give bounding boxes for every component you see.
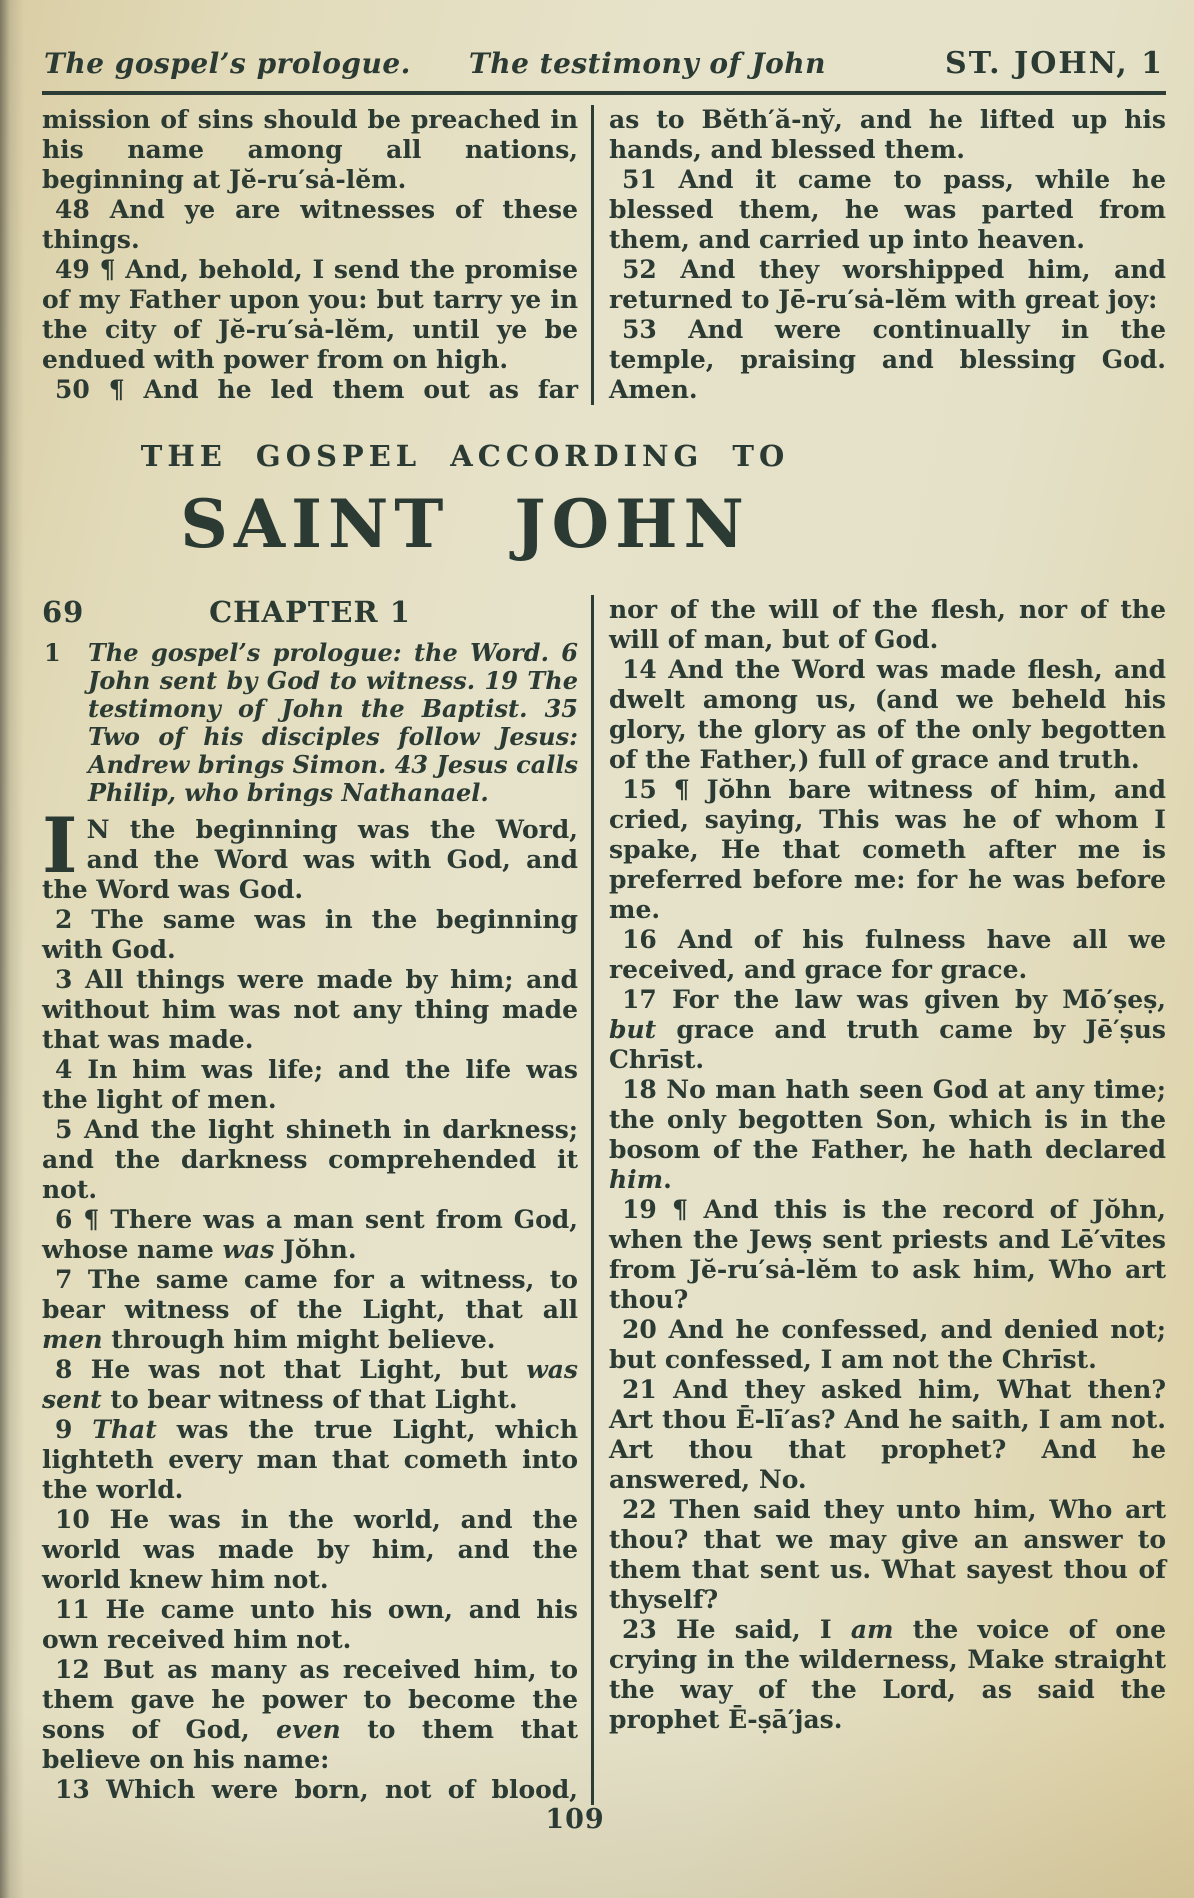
running-head bbox=[44, 46, 1164, 81]
verse-text-run: men bbox=[42, 1325, 103, 1354]
luke-left-column bbox=[42, 105, 578, 405]
verse-paragraph bbox=[42, 1055, 578, 1115]
verse-text-run: was the true Light, which lighteth every man that cometh into the world. bbox=[42, 1415, 578, 1504]
verse-text-run: him bbox=[609, 1165, 664, 1194]
verse-paragraph bbox=[609, 595, 1166, 655]
chapter-heading: CHAPTER 1 bbox=[209, 595, 411, 629]
verse-text-run: 18 No man hath seen God at any time; the only begotten Son, which is in the bosom of the Father, he hath declared bbox=[609, 1075, 1166, 1164]
verse-text-run: 13 Which were born, not of blood, bbox=[55, 1775, 578, 1804]
verse-text-run: 22 Then said they unto him, Who art thou? that we may give an answer to them that sent us. What sayest thou of thyself? bbox=[609, 1495, 1166, 1614]
verse-text-run: 50 ¶ And he led them out as far bbox=[55, 375, 578, 404]
john-right-column bbox=[609, 595, 1166, 1805]
verse-text-run: . bbox=[663, 1165, 672, 1194]
verse-text-run: 19 ¶ And this is the record of Jŏhn, when the Jewṣ sent priests and Lē′vītes from Jĕ-ru′sȧ-lĕm to ask him, Who art thou? bbox=[609, 1195, 1166, 1314]
verse-paragraph bbox=[42, 255, 578, 375]
verse-text-run: 23 He said, I bbox=[622, 1615, 851, 1644]
book-binding-shadow bbox=[0, 0, 18, 1898]
verse-text-run: Jŏhn. bbox=[274, 1235, 357, 1264]
verse-paragraph bbox=[609, 1615, 1166, 1735]
book-number: 69 bbox=[42, 595, 85, 629]
verse-paragraph bbox=[609, 255, 1166, 315]
verse-text-run: N the beginning was the Word, and the Word was with God, and the Word was God. bbox=[42, 815, 578, 904]
verse-text-run: but bbox=[609, 1015, 657, 1044]
verse-paragraph bbox=[42, 1355, 578, 1415]
verse-text-run: 2 The same was in the beginning with God. bbox=[42, 905, 578, 964]
verse-paragraph bbox=[42, 105, 578, 195]
verse-text-run: grace and truth came by Jē′ṣus Chrīst. bbox=[609, 1015, 1166, 1074]
header-rule bbox=[42, 91, 1166, 95]
verse-paragraph bbox=[42, 1115, 578, 1205]
verse-paragraph bbox=[609, 165, 1166, 255]
verse-text-run: 14 And the Word was made flesh, and dwelt among us, (and we beheld his glory, the glory as of the only begotten of the Father,) full of grace and truth. bbox=[609, 655, 1166, 774]
verse-text-run: 52 And they worshipped him, and returned to Jē-ru′sȧ-lĕm with great joy: bbox=[609, 255, 1166, 314]
john-chapter1-section bbox=[42, 595, 1166, 1805]
running-head-center: The testimony of John bbox=[468, 47, 827, 80]
verse-text-run: 48 And ye are witnesses of these things. bbox=[42, 195, 578, 254]
verse-text-run: 7 The same came for a witness, to bear witness of the Light, that all bbox=[42, 1265, 578, 1324]
verse-text-run: was bbox=[222, 1235, 275, 1264]
verse-text-run: 10 He was in the world, and the world was made by him, and the world knew him not. bbox=[42, 1505, 578, 1594]
verse-paragraph bbox=[609, 105, 1166, 165]
verse-paragraph bbox=[609, 315, 1166, 405]
verse-paragraph bbox=[609, 1375, 1166, 1495]
verse-text-run: 20 And he confessed, and denied not; but confessed, I am not the Chrīst. bbox=[609, 1315, 1166, 1374]
verse-text-run: am bbox=[850, 1615, 894, 1644]
verse-text-run: 21 And they asked him, What then? Art thou Ē-lī′as? And he saith, I am not. Art thou that prophet? And he answered, No. bbox=[609, 1375, 1166, 1494]
chapter-summary-number: 1 bbox=[44, 638, 61, 667]
verse-text-run: even bbox=[276, 1715, 341, 1744]
verse-paragraph bbox=[609, 1075, 1166, 1195]
verse-text-run: to bear witness of that Light. bbox=[101, 1385, 518, 1414]
verse-paragraph bbox=[42, 195, 578, 255]
chapter-summary bbox=[42, 639, 578, 807]
verse-text-run: through him might believe. bbox=[102, 1325, 496, 1354]
verse-text-run: 11 He came unto his own, and his own received him not. bbox=[42, 1595, 578, 1654]
page-number: 109 bbox=[545, 1804, 605, 1835]
chapter-summary-text: The gospel’s prologue: the Word. 6 John sent by God to witness. 19 The testimony of John the Baptist. 35 Two of his disciples follow Jesus: Andrew brings Simon. 43 Jesus calls Philip, who brings Nathanael. bbox=[88, 638, 578, 807]
verse-paragraph bbox=[609, 985, 1166, 1075]
book-title-block bbox=[0, 439, 930, 563]
verse-paragraph bbox=[609, 925, 1166, 985]
verse-text-run: 8 He was not that Light, but bbox=[55, 1355, 527, 1384]
book-title-kicker: THE GOSPEL ACCORDING TO bbox=[140, 439, 790, 473]
verse-paragraph bbox=[42, 801, 578, 905]
verse-text-run: 16 And of his fulness have all we received, and grace for grace. bbox=[609, 925, 1166, 984]
verse-paragraph bbox=[609, 655, 1166, 775]
verse-paragraph bbox=[42, 965, 578, 1055]
luke-ending-section bbox=[42, 105, 1166, 405]
verse-paragraph bbox=[42, 1265, 578, 1355]
verse-text-run: 4 In him was life; and the life was the light of men. bbox=[42, 1055, 578, 1114]
verse-paragraph bbox=[42, 1775, 578, 1805]
verse-text-run: was sent bbox=[42, 1355, 578, 1414]
verse-text-run: the voice of one crying in the wilderness, Make straight the way of the Lord, as said the prophet Ē-ṣā′jas. bbox=[609, 1615, 1166, 1734]
verse-paragraph bbox=[609, 1315, 1166, 1375]
verse-text-run: 3 All things were made by him; and without him was not any thing made that was made. bbox=[42, 965, 578, 1054]
drop-cap: I bbox=[42, 801, 78, 890]
verse-paragraph bbox=[609, 1195, 1166, 1315]
verse-paragraph bbox=[42, 1505, 578, 1595]
verse-text-run: 9 bbox=[55, 1415, 93, 1444]
luke-right-column bbox=[609, 105, 1166, 405]
verse-text-run: 5 And the light shineth in darkness; and the darkness comprehended it not. bbox=[42, 1115, 578, 1204]
verse-paragraph bbox=[42, 1655, 578, 1775]
verse-text-run: to them that believe on his name: bbox=[42, 1715, 578, 1774]
verse-text-run: 15 ¶ Jŏhn bare witness of him, and cried, saying, This was he of whom I spake, He that cometh after me is preferred before me: for he was before me. bbox=[609, 775, 1166, 924]
verse-paragraph bbox=[42, 1205, 578, 1265]
verse-paragraph bbox=[609, 1495, 1166, 1615]
verse-text-run: 17 For the law was given by Mō′ṣeṣ, bbox=[622, 985, 1166, 1014]
running-head-reference: ST. JOHN, 1 bbox=[945, 46, 1164, 81]
verse-text-run: mission of sins should be preached in his name among all nations, beginning at Jĕ-ru′sȧ-lĕm. bbox=[42, 105, 578, 194]
column-divider bbox=[591, 105, 594, 405]
running-head-left: The gospel’s prologue. bbox=[44, 47, 411, 80]
verse-paragraph bbox=[42, 1595, 578, 1655]
verse-text-run: 51 And it came to pass, while he blessed them, he was parted from them, and carried up into heaven. bbox=[609, 165, 1166, 254]
verse-text-run: 53 And were continually in the temple, praising and blessing God. Amen. bbox=[609, 315, 1166, 404]
verse-paragraph bbox=[42, 905, 578, 965]
column-divider bbox=[591, 595, 594, 1805]
verse-paragraph bbox=[42, 1415, 578, 1505]
verse-text-run: 6 ¶ There was a man sent from God, whose name bbox=[42, 1205, 578, 1264]
chapter-heading-row bbox=[42, 595, 578, 629]
verse-text-run: That bbox=[92, 1415, 157, 1444]
verse-text-run: as to Bĕth′ă-ny̆, and he lifted up his hands, and blessed them. bbox=[609, 105, 1166, 164]
verse-paragraph bbox=[42, 375, 578, 405]
john-left-verses bbox=[42, 801, 578, 1805]
verse-paragraph bbox=[609, 775, 1166, 925]
john-left-column bbox=[42, 595, 578, 1805]
verse-text-run: 49 ¶ And, behold, I send the promise of my Father upon you: but tarry ye in the city of Jĕ-ru′sȧ-lĕm, until ye be endued with power from on high. bbox=[42, 255, 578, 374]
book-title: SAINT JOHN bbox=[180, 485, 750, 563]
verse-text-run: 12 But as many as received him, to them gave he power to become the sons of God, bbox=[42, 1655, 578, 1744]
verse-text-run: nor of the will of the flesh, nor of the will of man, but of God. bbox=[609, 595, 1166, 654]
